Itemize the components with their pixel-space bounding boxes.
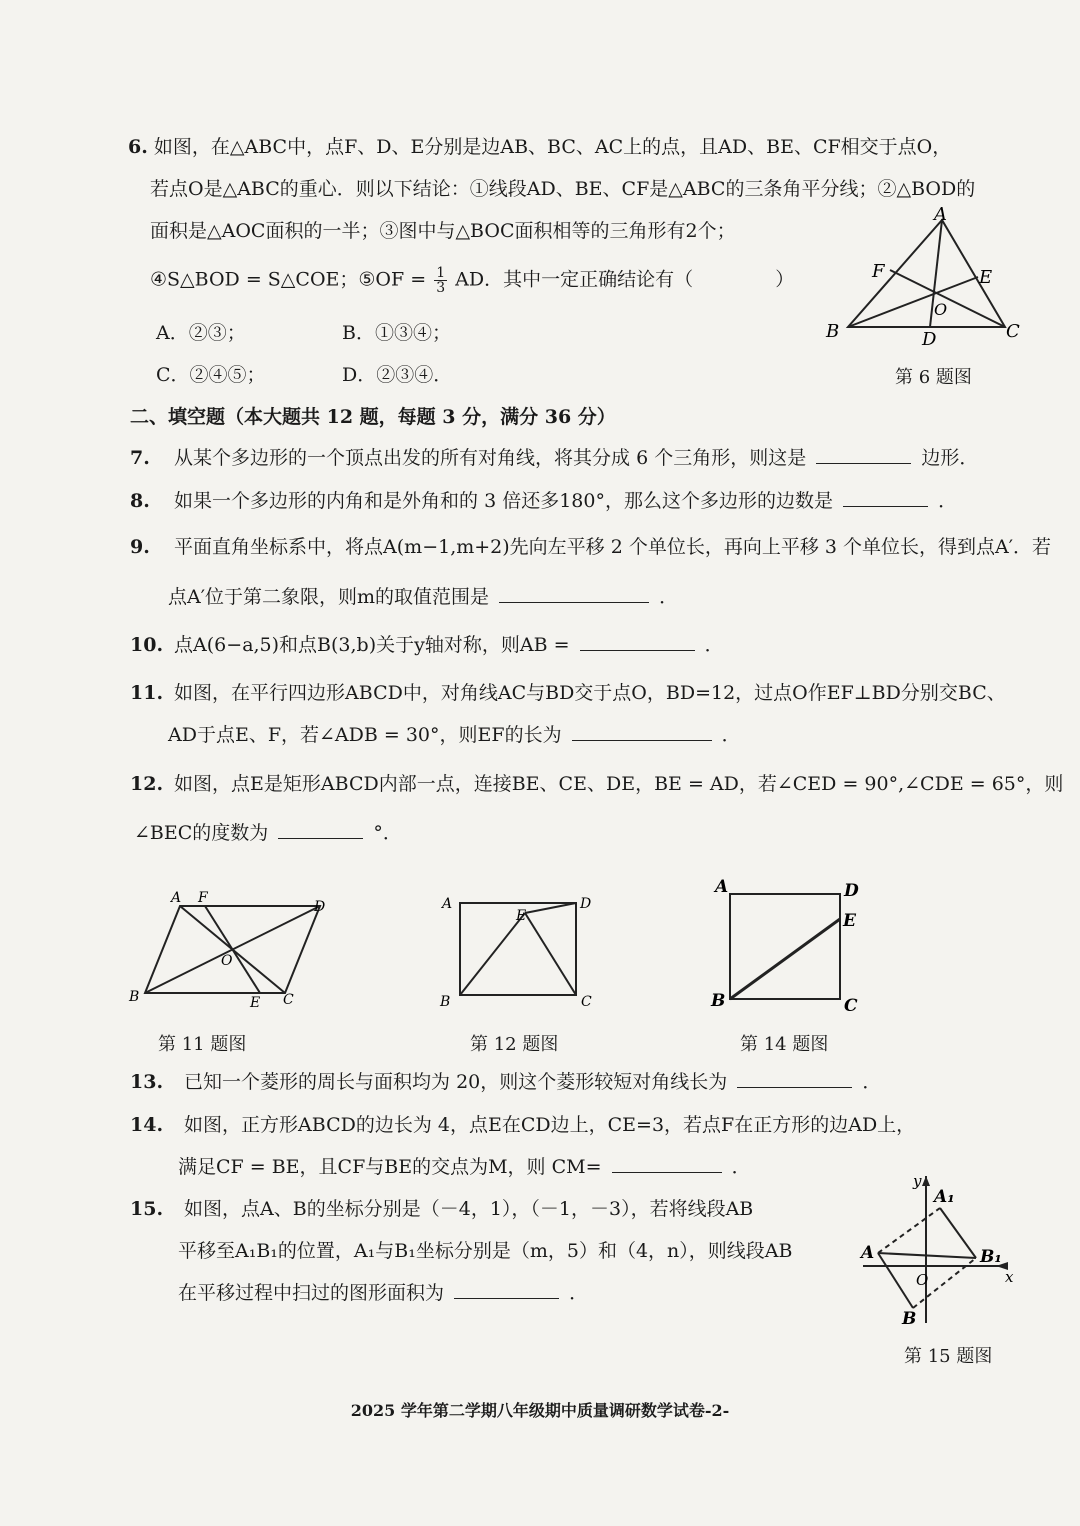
q12-label-b: B — [440, 994, 451, 1010]
q6-line4-end: ） — [775, 268, 795, 291]
q13-number: 13. — [130, 1071, 164, 1093]
q6-option-c: C．②④⑤； — [156, 364, 266, 386]
q6-label-c: C — [1006, 321, 1020, 342]
q8 — [130, 490, 957, 513]
q12-text1: 如图，点E是矩形ABCD内部一点，连接BE、CE、DE，BE = AD，若∠CED = 90°,∠CDE = 65°，则 — [174, 773, 1064, 795]
q14-text1: 如图，正方形ABCD的边长为 4，点E在CD边上，CE=3，若点F在正方形的边AD上， — [184, 1114, 916, 1136]
q14-line1 — [130, 1114, 915, 1137]
q6-line2: 若点O是△ABC的重心．则以下结论：①线段AD、BE、CF是△ABC的三条角平分线；②△BOD的 — [150, 178, 976, 200]
q12-answer-blank[interactable] — [278, 837, 363, 839]
q11-label-o: O — [221, 953, 233, 969]
q12-label-d: D — [580, 896, 592, 912]
q13 — [130, 1071, 881, 1094]
q12-segment-ce — [525, 913, 576, 995]
q9-number: 9. — [130, 536, 150, 558]
q12-text2: ∠BEC的度数为 — [134, 822, 269, 844]
q11-label-a: A — [171, 890, 182, 906]
q6-label-f: F — [872, 261, 885, 282]
q14-line2 — [178, 1156, 751, 1179]
q7-number: 7. — [130, 447, 150, 469]
q15-label-b: B — [902, 1309, 917, 1328]
q9-text1: 平面直角坐标系中，将点A(m−1,m+2)先向左平移 2 个单位长，再向上平移 3 个单位长，得到点A′．若 — [174, 536, 1052, 558]
q12-caption: 第 12 题图 — [470, 1034, 559, 1055]
q12-figure — [430, 888, 610, 1013]
q8-tail: ． — [938, 490, 958, 512]
q12-label-a: A — [442, 896, 453, 912]
q11-label-b: B — [129, 989, 140, 1005]
q9-tail: ． — [659, 586, 679, 608]
q15-label-b1: B₁ — [980, 1247, 1002, 1267]
q13-tail: ． — [862, 1071, 882, 1093]
q15-label-a: A — [861, 1243, 875, 1263]
q6-number: 6. — [128, 136, 148, 158]
q14-label-e: E — [843, 911, 856, 931]
q11-number: 11. — [130, 682, 164, 704]
q14-label-c: C — [844, 996, 858, 1014]
q13-answer-blank[interactable] — [737, 1086, 852, 1088]
q10-tail: ． — [704, 634, 724, 656]
q7-text: 从某个多边形的一个顶点出发的所有对角线，将其分成 6 个三角形，则这是 — [174, 447, 807, 469]
q15-tail: ． — [569, 1282, 589, 1304]
q8-text: 如果一个多边形的内角和是外角和的 3 倍还多180°，那么这个多边形的边数是 — [174, 490, 833, 512]
q11-label-e: E — [250, 995, 261, 1011]
q15-label-o: O — [916, 1271, 929, 1289]
q11-label-f: F — [198, 890, 208, 906]
q10-answer-blank[interactable] — [580, 649, 695, 651]
q11-tail: ． — [721, 724, 741, 746]
q15-caption: 第 15 题图 — [904, 1346, 993, 1367]
q11-figure — [125, 888, 340, 1013]
q12-label-e: E — [516, 908, 527, 924]
q6-label-a: A — [934, 205, 947, 225]
q14-answer-blank[interactable] — [612, 1171, 722, 1173]
q14-tail: ． — [731, 1156, 751, 1178]
q6-line4-post: AD．其中一定正确结论有（ — [455, 268, 694, 291]
q11-caption: 第 11 题图 — [158, 1034, 247, 1055]
q15-label-x: x — [1005, 1268, 1014, 1286]
q6-text1: 如图，在△ABC中，点F、D、E分别是边AB、BC、AC上的点，且AD、BE、CF相交于点O， — [153, 136, 952, 158]
q14-text2: 满足CF = BE，且CF与BE的交点为M，则 CM= — [178, 1156, 602, 1178]
q14-label-d: D — [844, 881, 859, 901]
q6-option-a: A．②③； — [156, 322, 246, 344]
q15-line1 — [130, 1198, 753, 1221]
q14-number: 14. — [130, 1114, 164, 1136]
q11-answer-blank[interactable] — [572, 739, 712, 741]
q11-line1 — [130, 682, 1006, 705]
q10-text: 点A(6−a,5)和点B(3,b)关于y轴对称，则AB = — [174, 634, 570, 656]
q14-figure — [705, 874, 875, 1014]
q15-segment-a1b1 — [940, 1208, 976, 1258]
q11-line2 — [168, 724, 741, 747]
q7-tail: 边形． — [921, 447, 979, 469]
q6-label-b: B — [826, 321, 840, 342]
q12-line1 — [130, 773, 1063, 796]
q7-answer-blank[interactable] — [816, 462, 911, 464]
q14-square — [730, 894, 840, 999]
q15-line3 — [178, 1282, 588, 1305]
q15-segment-ab — [878, 1253, 913, 1308]
q9-line2 — [168, 586, 678, 609]
q6-label-d: D — [922, 329, 937, 350]
q6-figure — [820, 205, 1030, 350]
q12-line2 — [134, 822, 402, 845]
q10 — [130, 634, 724, 657]
q11-label-c: C — [283, 992, 294, 1008]
q11-text1: 如图，在平行四边形ABCD中，对角线AC与BD交于点O，BD=12，过点O作EF⊥BD分别交BC、 — [174, 682, 1006, 704]
q6-line4 — [150, 266, 794, 295]
q12-segment-de — [525, 903, 576, 913]
q9-answer-blank[interactable] — [499, 601, 649, 603]
q12-number: 12. — [130, 773, 164, 795]
q15-answer-blank[interactable] — [454, 1297, 559, 1299]
q6-median-be — [848, 277, 978, 327]
q14-segment-be — [730, 919, 840, 999]
q15-figure — [858, 1168, 1018, 1328]
q6-option-b: B．①③④； — [342, 322, 451, 344]
q6-fraction — [434, 266, 447, 295]
q6-label-e: E — [979, 267, 993, 288]
q6-option-d: D．②③④． — [342, 364, 453, 386]
q6-frac-num: 1 — [436, 265, 446, 281]
q6-frac-den: 3 — [436, 280, 446, 296]
q15-text1: 如图，点A、B的坐标分别是（－4，1），（－1，－3），若将线段AB — [184, 1198, 754, 1220]
q8-number: 8. — [130, 490, 150, 512]
q15-label-a1: A₁ — [934, 1187, 955, 1207]
q10-number: 10. — [130, 634, 164, 656]
q15-line2: 平移至A₁B₁的位置，A₁与B₁坐标分别是（m，5）和（4，n），则线段AB — [178, 1240, 793, 1262]
q11-label-d: D — [314, 899, 326, 915]
q6-line1 — [128, 136, 951, 159]
q15-number: 15. — [130, 1198, 164, 1220]
q7 — [130, 447, 978, 470]
q14-label-b: B — [711, 991, 726, 1011]
q9-text2: 点A′位于第二象限，则m的取值范围是 — [168, 586, 490, 608]
q11-segment-ef — [205, 906, 260, 993]
page-footer: 2025 学年第二学期八年级期中质量调研数学试卷-2- — [350, 1401, 730, 1420]
section-fill-in-heading: 二、填空题（本大题共 12 题，每题 3 分，满分 36 分） — [130, 406, 616, 428]
q12-label-c: C — [581, 994, 592, 1010]
q12-tail: °． — [373, 822, 402, 844]
q14-label-a: A — [715, 877, 729, 897]
q6-line4-pre: ④S△BOD = S△COE；⑤OF = — [150, 268, 427, 291]
q15-path-aa1 — [878, 1208, 940, 1253]
q6-line3: 面积是△AOC面积的一半；③图中与△BOC面积相等的三角形有2个； — [150, 220, 736, 242]
q14-caption: 第 14 题图 — [740, 1034, 829, 1055]
q8-answer-blank[interactable] — [843, 505, 928, 507]
q15-text3: 在平移过程中扫过的图形面积为 — [178, 1282, 445, 1304]
q6-label-o: O — [934, 300, 948, 319]
q6-caption: 第 6 题图 — [895, 367, 972, 388]
q15-y-arrow — [922, 1176, 930, 1186]
q13-text: 已知一个菱形的周长与面积均为 20，则这个菱形较短对角线长为 — [184, 1071, 728, 1093]
q15-label-y: y — [913, 1172, 922, 1190]
q11-text2: AD于点E、F，若∠ADB = 30°，则EF的长为 — [168, 724, 562, 746]
q9-line1 — [130, 536, 1051, 559]
q12-segment-be — [460, 913, 525, 995]
